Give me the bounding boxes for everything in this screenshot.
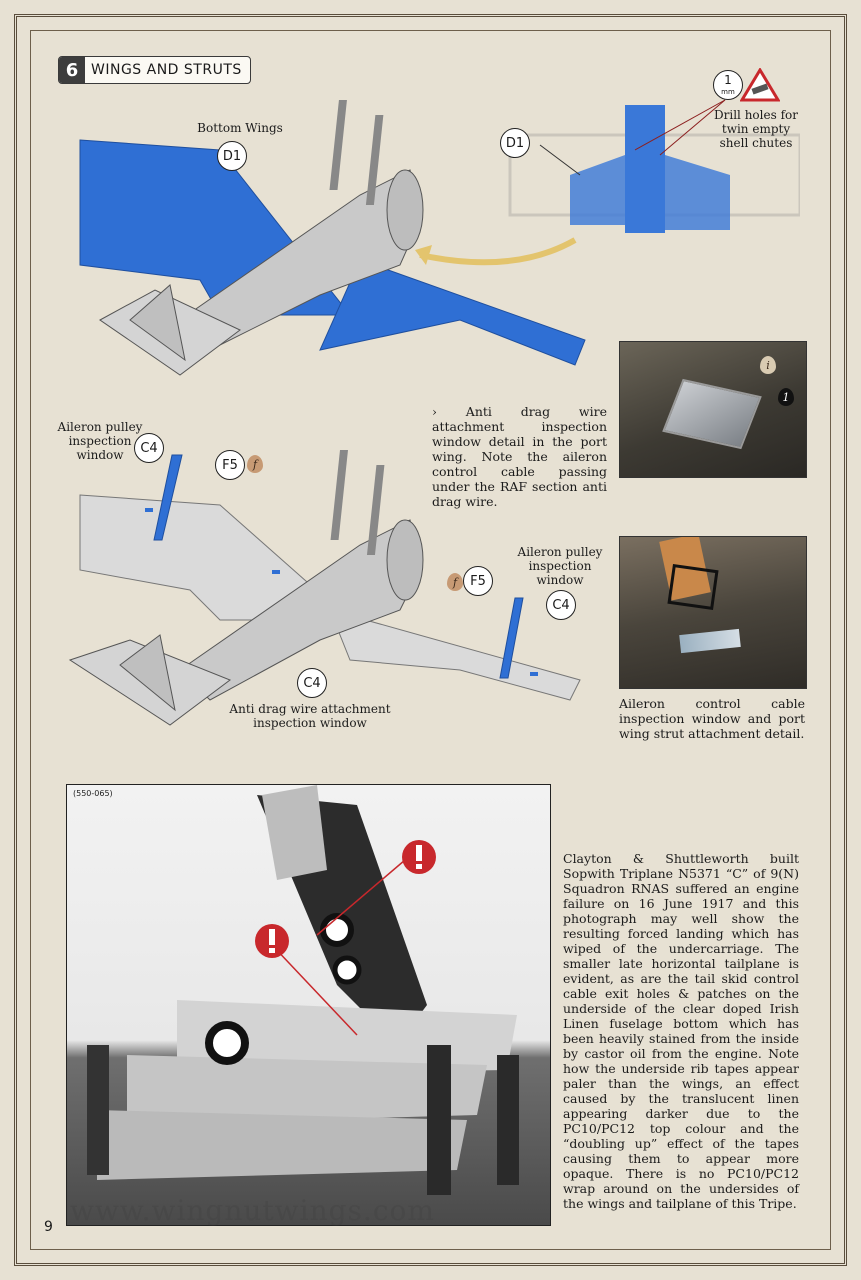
alert-icon <box>255 924 289 958</box>
wing-root-left <box>570 155 625 225</box>
bottom-wings-label: Bottom Wings <box>197 121 283 135</box>
caption-aileron-cable: Aileron control cable inspection window and port wing strut attachment detail. <box>619 696 805 741</box>
drill-unit: mm <box>721 88 735 96</box>
callout-d1-detail: D1 <box>500 128 530 158</box>
callout-c4-left: C4 <box>134 433 164 463</box>
inspection-window <box>662 379 762 449</box>
roundel <box>323 916 351 944</box>
drill-size: 1 <box>724 73 732 87</box>
wing-center-section <box>625 105 665 233</box>
lower-wing <box>97 1110 467 1180</box>
archive-photo-scene <box>67 785 550 1225</box>
wing-right <box>330 610 580 700</box>
drill-warning-icon <box>740 68 780 102</box>
figure <box>87 1045 109 1175</box>
paint-marker-1: 1 <box>778 388 794 406</box>
step-header <box>58 56 251 84</box>
wing-roundel <box>209 1025 245 1061</box>
caption-anti-drag: › Anti drag wire attachment inspection window detail in the port wing. Note the aileron control cable passing under the RAF section anti drag wire. <box>432 404 607 509</box>
roundel <box>335 958 359 982</box>
archive-caption: Clayton & Shuttleworth built Sopwith Triplane N5371 “C” of 9(N) Squadron RNAS suffered an engine failure on 16 June 1917 and this photograph may well show the resulting forced landing which has wiped of the undercarriage. The smaller late horizontal tailplane is evident, as are the tail skid control cable exit holes & patches on the underside of the clear doped Irish Linen fuselage bottom which has been heavily stained from the inside by castor oil from the engine. Note how the underside rib tapes appear paler than the wings, an effect caused by the translucent linen appearing darker due to the PC10/PC12 top colour and the “doubling up” effect of the tapes causing them to appear more opaque. There is no PC10/PC12 wrap around on the undersides of the wings and tailplane of this Tripe. <box>563 851 799 1211</box>
callout-f5-right: F5 <box>463 566 493 596</box>
inspection-window-right <box>530 672 538 676</box>
wing-root-right <box>665 155 730 230</box>
figure <box>427 1045 451 1195</box>
cabane-strut <box>331 450 348 540</box>
cabane-strut <box>329 100 346 190</box>
alert-icon <box>402 840 436 874</box>
anti-drag-label: Anti drag wire attachment inspection window <box>229 702 391 730</box>
callout-d1-main: D1 <box>217 141 247 171</box>
archive-photo <box>66 784 551 1226</box>
strut-fitting <box>667 564 718 610</box>
step-title: WINGS AND STRUTS <box>91 62 242 78</box>
inspection-window-left <box>145 508 153 512</box>
callout-c4-right: C4 <box>546 590 576 620</box>
rotation-arrow <box>420 240 575 262</box>
page-number: 9 <box>44 1219 53 1235</box>
paint-marker-f: f <box>247 455 263 473</box>
photo-aileron-cable-window <box>619 536 807 689</box>
callout-c4-center: C4 <box>297 668 327 698</box>
cowling <box>387 170 423 250</box>
aileron-pulley-label-left: Aileron pulley inspection window <box>57 420 143 462</box>
paint-marker-i: i <box>760 356 776 374</box>
drill-size-badge <box>713 70 743 100</box>
photo-id: (550-065) <box>73 789 113 798</box>
figure <box>497 1055 519 1185</box>
paint-marker-f: f <box>447 573 463 591</box>
watermark: www.wingnutwings.com <box>70 1194 435 1227</box>
step-number: 6 <box>59 57 85 83</box>
cowling <box>387 520 423 600</box>
photo-anti-drag-window <box>619 341 807 478</box>
rudder <box>262 785 327 880</box>
inspection-window <box>679 629 741 653</box>
callout-f5-left: F5 <box>215 450 245 480</box>
inspection-window-anti-drag <box>272 570 280 574</box>
leader-line <box>540 145 580 175</box>
aileron-pulley-label-right: Aileron pulley inspection window <box>517 545 603 587</box>
drill-holes-label: Drill holes for twin empty shell chutes <box>714 108 798 150</box>
